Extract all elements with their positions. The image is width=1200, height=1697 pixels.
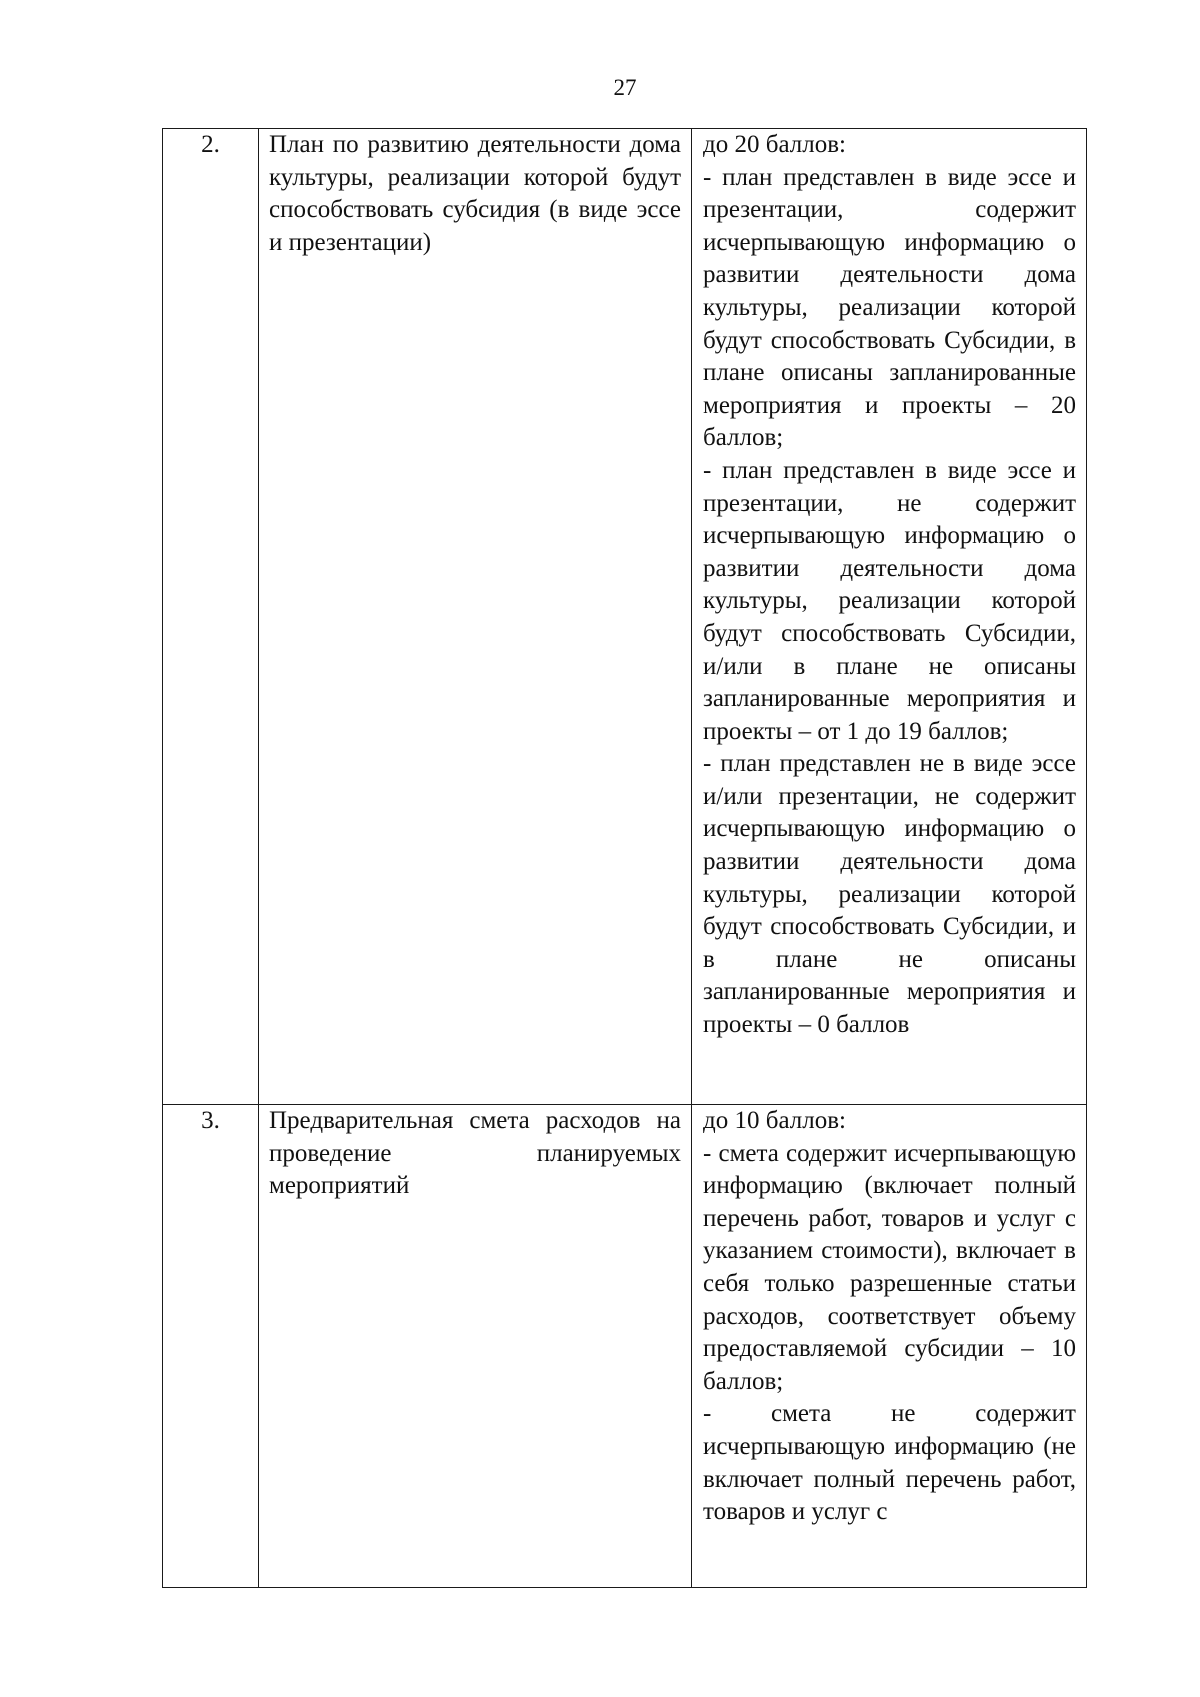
criterion-text: План по развитию деятельности дома культуры, реализации которой будут способствовать субсидия (в виде эссе и презентации) [269, 131, 681, 256]
row-number: 3. [163, 1105, 259, 1588]
criterion-cell [259, 1105, 692, 1588]
score-item: - смета содержит исчерпывающую информацию (включает полный перечень работ, товаров и услуг с указанием стоимости), включает в себя только разрешенные статьи расходов, соответствует объему предоставляемой субсидии – 10 баллов; [703, 1139, 1076, 1395]
score-cell [692, 129, 1087, 1105]
score-item: - план представлен в виде эссе и презентации, не содержит исчерпывающую информацию о развитии деятельности дома культуры, реализации которой будут способствовать Субсидии, и/или в плане не описаны запланированные мероприятия и проекты – от 1 до 19 баллов; [703, 456, 1076, 745]
table-row [163, 129, 1087, 1105]
table-row [163, 1105, 1087, 1588]
score-item: - план представлен в виде эссе и презентации, содержит исчерпывающую информацию о развитии деятельности дома культуры, реализации которой будут способствовать Субсидии, в плане описаны запланированные мероприятия и проекты – 20 баллов; [703, 163, 1076, 452]
score-header: до 20 баллов: [703, 131, 846, 158]
score-item: - план представлен не в виде эссе и/или презентации, не содержит исчерпывающую информацию о развитии деятельности дома культуры, реализации которой будут способствовать Субсидии, и в плане не описаны запланированные мероприятия и проекты – 0 баллов [703, 750, 1076, 1039]
score-item: - смета не содержит исчерпывающую информацию (не включает полный перечень работ, товаров и услуг с [703, 1400, 1076, 1526]
row-number: 2. [163, 129, 259, 1105]
criterion-text: Предварительная смета расходов на проведение планируемых мероприятий [269, 1107, 681, 1200]
page-number: 27 [613, 75, 637, 100]
criterion-cell [259, 129, 692, 1105]
score-header: до 10 баллов: [703, 1107, 846, 1134]
criteria-table [162, 128, 1087, 1588]
score-cell [692, 1105, 1087, 1588]
